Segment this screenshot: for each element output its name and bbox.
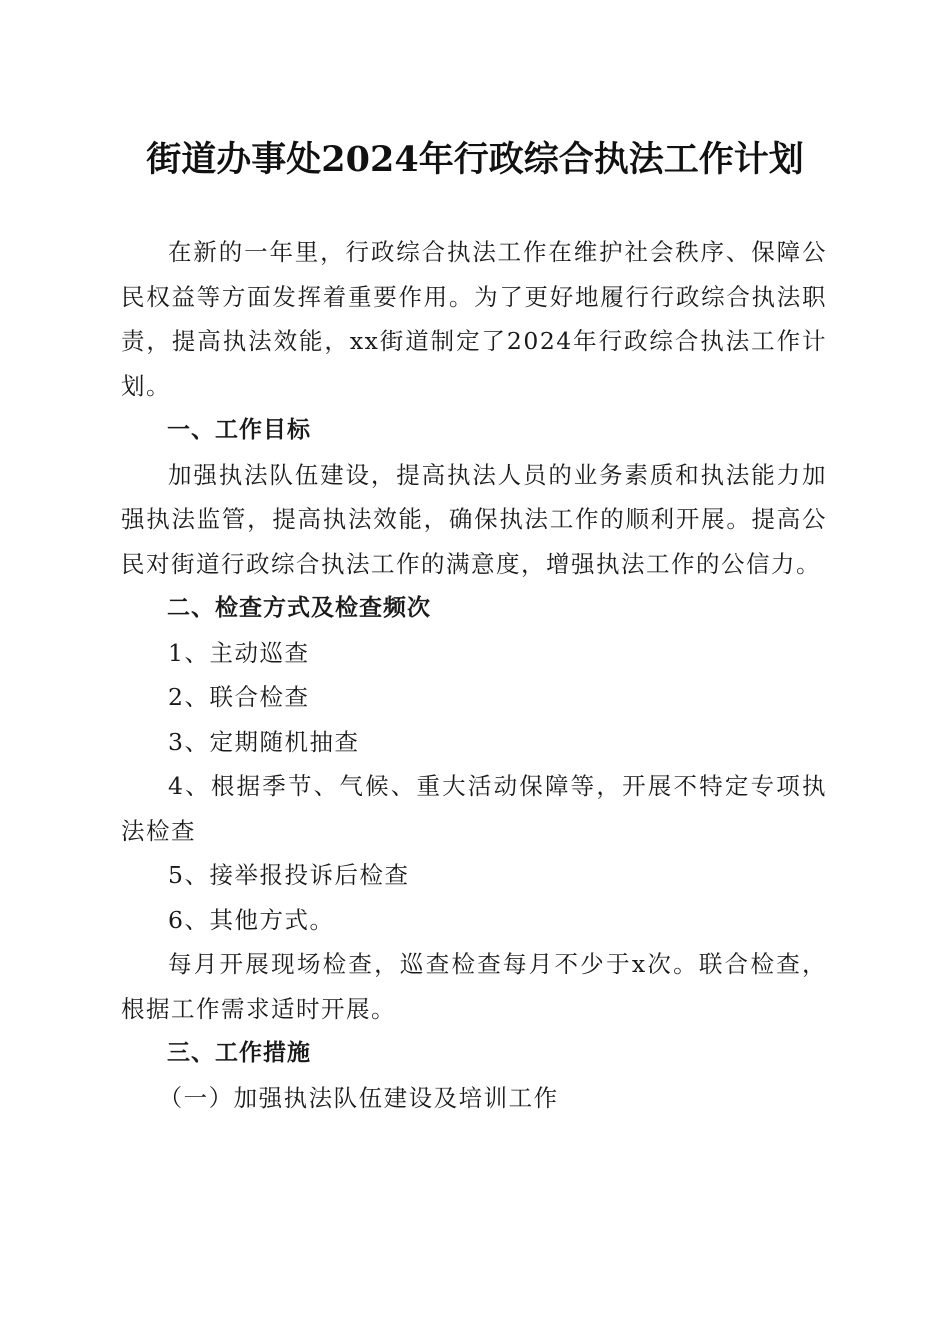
- list-item: 2、联合检查: [168, 683, 310, 711]
- frequency-paragraph: 每月开展现场检查，巡查检查每月不少于x次。联合检查，根据工作需求适时开展。: [121, 950, 827, 1023]
- section-heading-measures: 三、工作措施: [167, 1040, 311, 1066]
- document-title: 街道办事处2024年行政综合执法工作计划: [146, 139, 804, 180]
- subsection-heading-training: （一）加强执法队伍建设及培训工作: [158, 1083, 559, 1112]
- section-heading-goals: 一、工作目标: [167, 417, 311, 443]
- list-item: 4、根据季节、气候、重大活动保障等，开展不特定专项执法检查: [121, 772, 827, 845]
- list-item: 6、其他方式。: [168, 905, 335, 934]
- list-item: 1、主动巡查: [168, 638, 310, 667]
- document-body: [121, 230, 827, 1120]
- goals-paragraph: 加强执法队伍建设，提高执法人员的业务素质和执法能力加强执法监管，提高执法效能，确保执法工作的顺利开展。提高公民对街道行政综合执法工作的满意度，增强执法工作的公信力。: [121, 460, 827, 578]
- intro-paragraph: 在新的一年里，行政综合执法工作在维护社会秩序、保障公民权益等方面发挥着重要作用。为了更好地履行行政综合执法职责，提高执法效能，xx街道制定了2024年行政综合执法工作计划。: [121, 238, 827, 400]
- list-item: 5、接举报投诉后检查: [168, 861, 410, 889]
- list-item: 3、定期随机抽查: [168, 727, 360, 756]
- section-heading-inspection: 二、检查方式及检查频次: [167, 595, 431, 621]
